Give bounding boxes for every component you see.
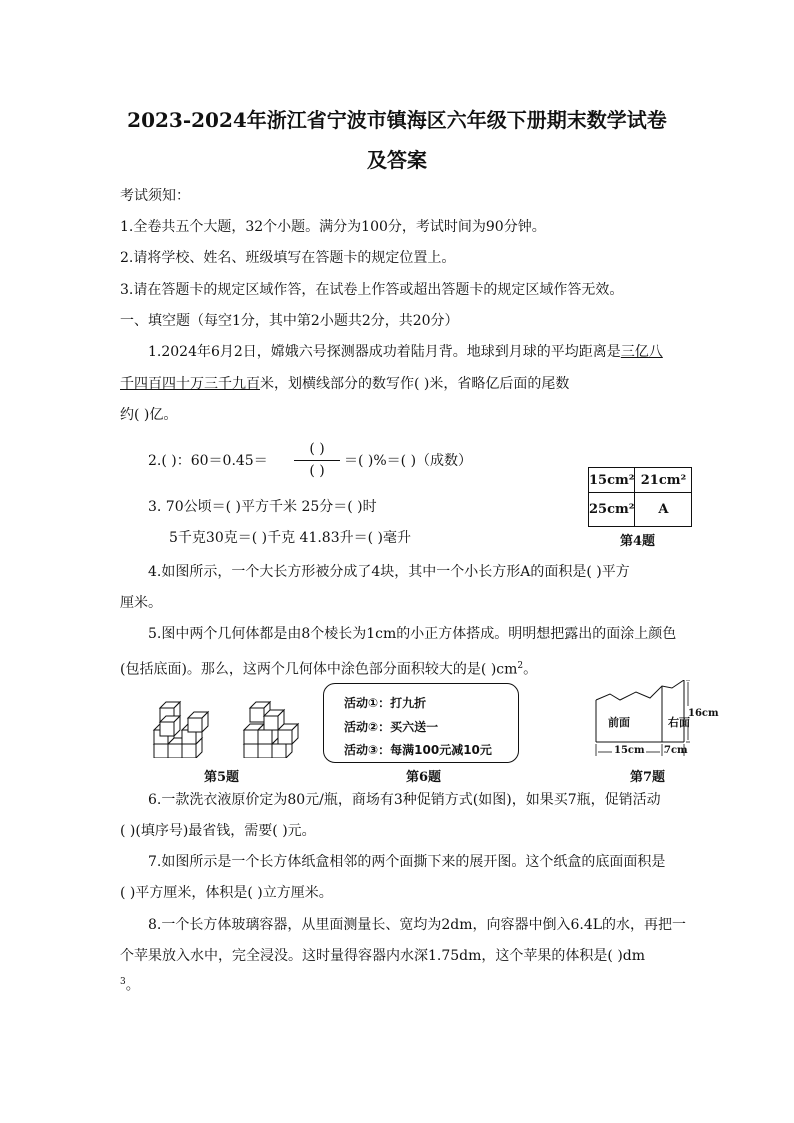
- question-8-line2: 个苹果放入水中，完全浸没。这时量得容器内水深1.75dm，这个苹果的体积是( )dm: [120, 948, 646, 964]
- question-1-line3: 约( )亿。: [120, 407, 178, 423]
- net-label-front: 前面: [608, 716, 630, 729]
- cell-a: A: [635, 493, 692, 527]
- cube-stack-left: [154, 702, 208, 758]
- fraction: [290, 440, 344, 480]
- page-title-line2: 及答案: [367, 148, 427, 172]
- cell-area: 15cm²: [589, 468, 635, 493]
- question-6: 6.一款洗衣液原价定为80元/瓶，商场有3种促销方式(如图)，如果买7瓶，促销活动: [148, 792, 661, 808]
- question-text: (包括底面)。那么，这两个几何体中涂色部分面积较大的是( )cm: [120, 661, 518, 678]
- page-title: 2023-2024年浙江省宁波市镇海区六年级下册期末数学试卷: [127, 108, 667, 132]
- figure-5-cubes: [148, 696, 300, 758]
- question-7: 7.如图所示是一个长方体纸盒相邻的两个面撕下来的展开图。这个纸盒的底面面积是: [148, 854, 666, 870]
- notice-item: 2.请将学校、姓名、班级填写在答题卡的规定位置上。: [120, 250, 456, 266]
- promo-item: 活动①：打九折: [344, 696, 427, 710]
- fraction-numerator: ( ): [309, 441, 325, 457]
- net-height: 16cm: [688, 708, 719, 719]
- figure-6-promo-box: [323, 683, 519, 763]
- question-6-line2: ( )(填序号)最省钱，需要( )元。: [120, 823, 316, 839]
- question-4: 4.如图所示，一个大长方形被分成了4块，其中一个小长方形A的面积是( )平方: [148, 564, 630, 580]
- question-text: 。: [125, 977, 140, 994]
- net-label-right: 右面: [668, 716, 690, 729]
- question-text: 米，划横线部分的数写作( )米，省略亿后面的尾数: [260, 376, 570, 392]
- question-text: 1.2024年6月2日，嫦娥六号探测器成功着陆月背。地球到月球的平均距离是: [148, 344, 621, 360]
- question-8: 8.一个长方体玻璃容器，从里面测量长、宽均为2dm，向容器中倒入6.4L的水，再把一: [148, 917, 687, 933]
- net-width-front: 15cm: [614, 745, 645, 756]
- net-width-right: 7cm: [664, 745, 688, 756]
- question-4-line2: 厘米。: [120, 595, 162, 611]
- figure-4-caption: 第4题: [620, 534, 656, 549]
- underlined-text: 三亿八: [620, 344, 663, 360]
- promo-item: 活动②：买六送一: [344, 720, 439, 734]
- question-1-line2: [120, 374, 569, 394]
- question-text: 。: [523, 661, 538, 678]
- question-5-line2: [120, 656, 537, 680]
- question-5: 5.图中两个几何体都是由8个棱长为1cm的小正方体搭成。明明想把露出的面涂上颜色: [148, 626, 677, 642]
- underlined-text: 千四百四十万三千九百: [120, 376, 260, 392]
- notice-item: 3.请在答题卡的规定区域作答，在试卷上作答或超出答题卡的规定区域作答无效。: [120, 282, 624, 298]
- question-8-line3: [120, 972, 140, 996]
- superscript: 2: [517, 661, 524, 671]
- promo-item: 活动③：每满100元减10元: [344, 743, 492, 757]
- section-heading: 一、填空题（每空1分，其中第2小题共2分，共20分）: [120, 313, 459, 329]
- figure-4-rectangle: [588, 467, 692, 527]
- figure-7-caption: 第7题: [630, 770, 666, 785]
- superscript: 3: [120, 977, 126, 987]
- figure-5-caption: 第5题: [204, 770, 240, 785]
- cube-stack-right: [244, 702, 298, 758]
- question-7-line2: ( )平方厘米，体积是( )立方厘米。: [120, 885, 333, 901]
- question-3-line2: 5千克30克＝( )千克 41.83升＝( )毫升: [169, 530, 411, 546]
- notice-item: 1.全卷共五个大题，32个小题。满分为100分，考试时间为90分钟。: [120, 219, 546, 235]
- question-2-part2: ＝( )%＝( )（成数）: [344, 453, 473, 469]
- fraction-denominator: ( ): [309, 463, 325, 479]
- cell-area: 25cm²: [589, 493, 635, 527]
- cell-area: 21cm²: [635, 468, 692, 493]
- question-1: [148, 342, 663, 362]
- notice-heading: 考试须知：: [120, 188, 190, 204]
- question-3: 3. 70公顷＝( )平方千米 25分＝( )时: [148, 499, 377, 515]
- figure-6-caption: 第6题: [406, 770, 442, 785]
- question-text: 2.( )：60＝0.45＝: [148, 453, 268, 469]
- question-2: [148, 451, 268, 471]
